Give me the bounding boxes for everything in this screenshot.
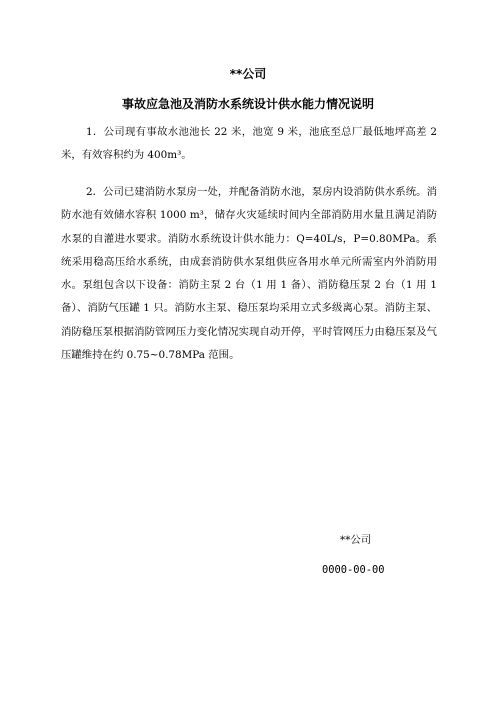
signature-company: **公司: [340, 534, 372, 546]
document-title: 事故应急池及消防水系统设计供水能力情况说明: [121, 97, 374, 111]
signature-date: 0000-00-00: [322, 564, 385, 576]
paragraph-1: 1．公司现有事故水池池长 22 米，池宽 9 米，池底至总厂最低地坪高差 2 米，有效容积约为 400m³。: [61, 126, 437, 162]
company-heading: **公司: [229, 67, 267, 81]
paragraph-2: 2．公司已建消防水泵房一处，并配备消防水池，泵房内设消防供水系统。消防水池有效储水容积 1000 m³，储存火灾延续时间内全部消防用水量且满足消防水泵的自灌进水要求。消防水系统设计供水能力：Q=40L/s，P=0.80MPa。系统采用稳高压给水系统，由成套消防供水泵组供应各用水单元所需室内外消防用水。泵组包含以下设备：消防主泵 2 台（1 用 1 备）、消防稳压泵 2 台（1 用 1 备）、消防气压罐 1 只。消防水主泵、稳压泵均采用立式多级离心泵。消防主泵、消防稳压泵根据消防管网压力变化情况实现自动开停，平时管网压力由稳压泵及气压罐维持在约 0.75~0.78MPa 范围。: [61, 186, 437, 362]
